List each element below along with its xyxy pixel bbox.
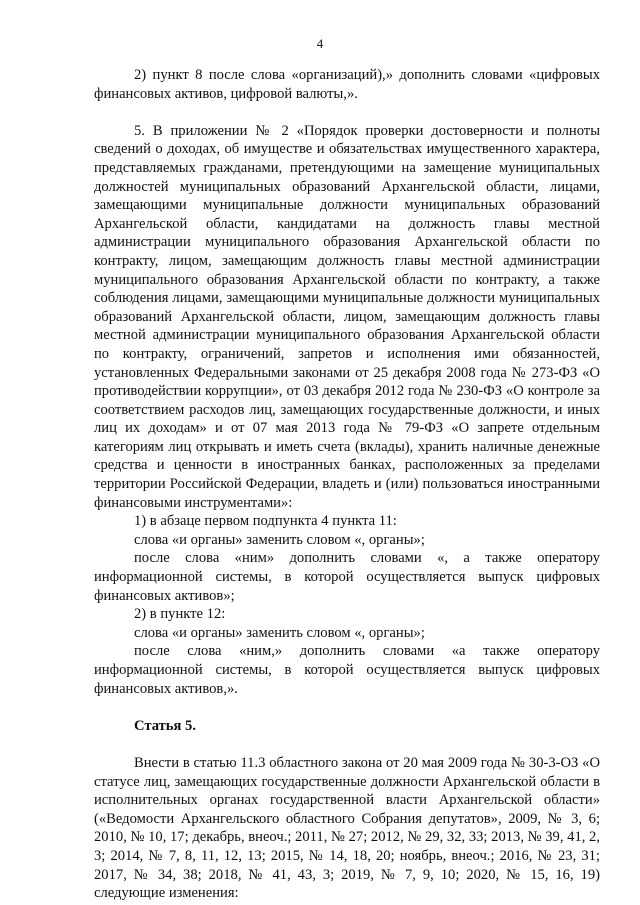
page-number: 4 <box>316 36 324 51</box>
amendment-paragraph-appendix-2: 5. В приложении № 2 «Порядок проверки достоверности и полноты сведений о доходах, об имуществе и обязательствах имущественного характера, представляемых гражданами, претендующими на замещение муниципальных должностей муниципальных образований Архангельской области, лицами, замещающими муниципальные должности муниципальных образований Архангельской области, кандидатами на должность главы местной администрации муниципального образования Архангельской области по контракту, лицом, замещающим должность главы местной администрации муниципального образования Архангельской области по контракту, а также соблюдения лицами, замещающими муниципальные должности муниципальных образований Архангельской области, лицом, замещающим должность главы местной администрации муниципального образования Архангельской области по контракту, ограничений, запретов и исполнения ими обязанностей, установленных Федеральными законами от 25 декабря 2008 года № 273-ФЗ «О противодействии коррупции», от 03 декабря 2012 года № 230-ФЗ «О контроле за соответствием расходов лиц, замещающих государственные должности, и иных лиц их доходам» и от 07 мая 2013 года № 79-ФЗ «О запрете отдельным категориям лиц открывать и иметь счета (вклады), хранить наличные денежные средства и ценности в иностранных банках, расположенных за пределами территории Российской Федерации, владеть и (или) пользоваться иностранными финансовыми инструментами»: <box>94 122 600 511</box>
add-words-paragraph-2: после слова «ним,» дополнить словами «а также оператору информационной системы, в которой осуществляется выпуск цифровых финансовых активов,». <box>94 643 600 697</box>
add-words-paragraph-1: после слова «ним» дополнить словами «, а также оператору информационной системы, в которой осуществляется выпуск цифровых финансовых активов»; <box>94 550 600 604</box>
paragraph-spacer <box>94 103 600 122</box>
article-5-body-paragraph: Внести в статью 11.3 областного закона от 20 мая 2009 года № 30-3-ОЗ «О статусе лиц, замещающих государственные должности Архангельской области в исполнительных органах государственной власти Архангельской области» («Ведомости Архангельского областного Собрания депутатов», 2009, № 3, 6; 2010, № 10, 17; декабрь, внеоч.; 2011, № 27; 2012, № 29, 32, 33; 2013, № 39, 41, 2, 3; 2014, № 7, 8, 11, 12, 13; 2015, № 14, 18, 20; ноябрь, внеоч.; 2016, № 23, 31; 2017, № 34, 38; 2018, № 41, 43, 3; 2019, № 7, 9, 10; 2020, № 15, 16, 19) следующие изменения: <box>94 754 600 902</box>
article-heading: Статья 5. <box>134 717 196 734</box>
amendment-paragraph-item-2: 2) пункт 8 после слова «организаций),» дополнить словами «цифровых финансовых активов, цифровой валюты,». <box>94 67 600 102</box>
paragraph-spacer <box>94 698 600 717</box>
paragraph-spacer <box>94 735 600 754</box>
subitem-1-paragraph: 1) в абзаце первом подпункта 4 пункта 11: <box>134 513 397 530</box>
document-body <box>94 66 600 903</box>
replace-words-paragraph-2: слова «и органы» заменить словом «, органы»; <box>134 624 425 641</box>
replace-words-paragraph-1: слова «и органы» заменить словом «, органы»; <box>134 531 425 548</box>
subitem-2-paragraph: 2) в пункте 12: <box>134 606 226 623</box>
